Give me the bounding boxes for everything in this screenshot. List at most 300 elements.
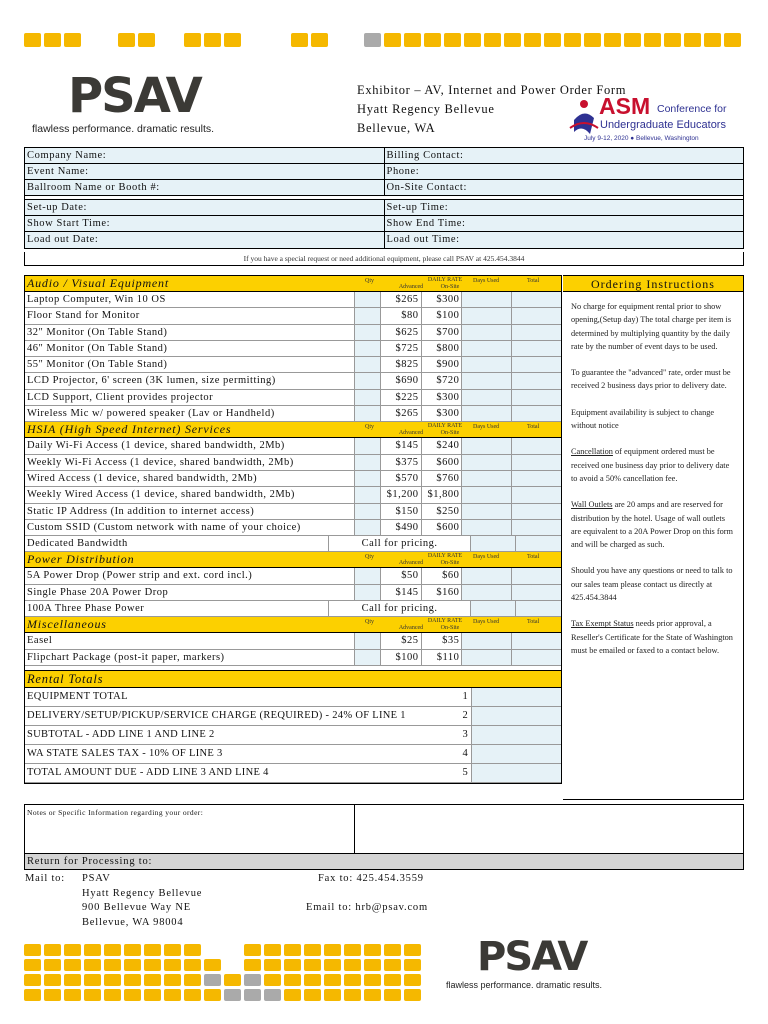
col-daily-rate: DAILY RATE (427, 423, 463, 430)
decor-square (44, 989, 61, 1001)
decor-square (304, 959, 321, 971)
decor-square (224, 33, 241, 47)
notes-label: Notes or Specific Information regarding your order: (25, 805, 355, 853)
total-input[interactable] (512, 471, 561, 486)
decor-square (84, 959, 101, 971)
col-advanced: Advanced (398, 430, 424, 437)
decor-square (204, 33, 221, 47)
table-row (25, 357, 561, 373)
days-used-input[interactable] (462, 487, 512, 502)
decor-square (84, 944, 101, 956)
col-onsite: On-Site (440, 625, 460, 632)
days-used-input[interactable] (462, 341, 512, 356)
days-used-input[interactable] (462, 406, 512, 421)
setup-date-field[interactable]: Set-up Date: (25, 200, 385, 215)
decor-square (104, 974, 121, 986)
days-used-input[interactable] (462, 373, 512, 388)
address-name: PSAV (82, 873, 111, 884)
address-street: 900 Bellevue Way NE (82, 902, 191, 913)
decor-square (224, 989, 241, 1001)
totals-label: TOTAL AMOUNT DUE - ADD LINE 3 AND LINE 4 (27, 766, 269, 778)
loadout-time-field[interactable]: Load out Time: (386, 234, 460, 245)
decor-square (284, 959, 301, 971)
total-input[interactable] (512, 633, 561, 648)
decor-square (64, 989, 81, 1001)
onsite-rate: $110 (422, 650, 463, 665)
decor-square (384, 989, 401, 1001)
item-description: Easel (27, 635, 53, 647)
decor-square (44, 959, 61, 971)
show-start-field[interactable]: Show Start Time: (25, 216, 385, 231)
decor-square (524, 33, 541, 47)
item-description: Floor Stand for Monitor (27, 310, 140, 322)
col-qty: Qty (365, 424, 374, 431)
decor-square (138, 33, 155, 47)
days-used-input[interactable] (462, 455, 512, 470)
asm-emblem-icon (566, 94, 600, 138)
onsite-rate: $160 (422, 585, 463, 600)
event-field[interactable]: Event Name: (25, 164, 385, 179)
asm-date: July 9-12, 2020 ● Bellevue, Washington (584, 135, 699, 142)
decor-square (484, 33, 501, 47)
decor-square (144, 974, 161, 986)
decor-square (704, 33, 721, 47)
qty-input[interactable] (354, 585, 381, 600)
company-field[interactable]: Company Name: (25, 148, 385, 163)
item-description: Weekly Wired Access (1 device, shared bandwidth, 2Mb) (27, 489, 295, 501)
col-onsite: On-Site (440, 560, 460, 567)
decor-square (404, 959, 421, 971)
total-input[interactable] (512, 390, 561, 405)
decor-square (64, 33, 81, 47)
col-daily-rate: DAILY RATE (427, 618, 463, 625)
col-total: Total (527, 278, 540, 284)
onsite-rate: $720 (422, 373, 463, 388)
totals-label: EQUIPMENT TOTAL (27, 690, 128, 702)
decor-square (24, 944, 41, 956)
item-description: Laptop Computer, Win 10 OS (27, 294, 166, 305)
days-used-input[interactable] (462, 504, 512, 519)
setup-time-field[interactable]: Set-up Time: (386, 202, 449, 213)
table-row (25, 471, 561, 487)
decor-square (644, 33, 661, 47)
days-used-input[interactable] (470, 601, 516, 616)
item-description: Wireless Mic w/ powered speaker (Lav or Handheld) (27, 408, 275, 420)
instruction-contact: Should you have any questions or need to talk to our sales team please contact us directly at 425.454.3844 (571, 566, 733, 603)
decor-square (44, 33, 61, 47)
decor-square (24, 974, 41, 986)
decor-square (84, 989, 101, 1001)
decor-square (384, 959, 401, 971)
table-row (25, 373, 561, 389)
table-row (25, 585, 561, 601)
onsite-rate: $240 (422, 438, 463, 453)
table-row (25, 520, 561, 536)
days-used-input[interactable] (462, 390, 512, 405)
decor-square (64, 974, 81, 986)
total-input[interactable] (512, 373, 561, 388)
qty-input[interactable] (354, 520, 381, 535)
return-header: Return for Processing to: (24, 854, 744, 870)
decor-square (664, 33, 681, 47)
total-input[interactable] (512, 438, 561, 453)
qty-input[interactable] (354, 438, 381, 453)
col-qty: Qty (365, 278, 374, 284)
days-used-input[interactable] (462, 650, 512, 665)
decor-square (384, 33, 401, 47)
table-row (25, 406, 561, 422)
totals-row (25, 726, 561, 745)
decor-square (184, 974, 201, 986)
decor-square (64, 959, 81, 971)
mail-label: Mail to: (25, 873, 65, 884)
line-number: 4 (462, 747, 468, 759)
decor-square (344, 989, 361, 1001)
qty-input[interactable] (354, 633, 381, 648)
qty-input[interactable] (354, 504, 381, 519)
onsite-rate: $600 (422, 455, 463, 470)
asm-logo (566, 94, 746, 144)
decor-square (104, 944, 121, 956)
billing-field[interactable]: Billing Contact: (386, 150, 464, 161)
onsite-rate: $800 (422, 341, 463, 356)
equipment-table (24, 275, 562, 784)
decor-square (164, 959, 181, 971)
days-used-input[interactable] (462, 633, 512, 648)
decor-square (164, 974, 181, 986)
totals-value-input[interactable] (472, 745, 561, 763)
decor-square (284, 974, 301, 986)
advanced-rate: $265 (381, 406, 422, 421)
total-input[interactable] (512, 406, 561, 421)
call-for-pricing: Call for pricing. (328, 601, 470, 616)
decor-square (724, 33, 741, 47)
advanced-rate: $265 (381, 292, 422, 307)
total-input[interactable] (512, 504, 561, 519)
onsite-field[interactable]: On-Site Contact: (386, 182, 467, 193)
phone-field[interactable]: Phone: (386, 166, 420, 177)
table-row (25, 487, 561, 503)
days-used-input[interactable] (462, 325, 512, 340)
onsite-rate: $250 (422, 504, 463, 519)
decor-square (244, 944, 261, 956)
col-daily-rate: DAILY RATE (427, 277, 463, 283)
total-input[interactable] (516, 601, 561, 616)
table-row (25, 325, 561, 341)
psav-logo: PSAV (68, 68, 201, 124)
special-request-notice: If you have a special request or need additional equipment, please call PSAV at 425.454.3844 (24, 252, 744, 266)
decor-square (104, 959, 121, 971)
decor-square (424, 33, 441, 47)
decor-square (264, 944, 281, 956)
booth-field[interactable]: Ballroom Name or Booth #: (25, 180, 385, 195)
decor-square (464, 33, 481, 47)
decor-square (124, 959, 141, 971)
table-row (25, 536, 561, 552)
qty-input[interactable] (354, 568, 381, 583)
qty-input[interactable] (354, 650, 381, 665)
address-city: Bellevue, WA 98004 (82, 916, 184, 928)
table-row (25, 341, 561, 357)
col-days-used: Days Used (473, 554, 500, 561)
item-description: Static IP Address (In addition to internet access) (27, 505, 255, 517)
total-input[interactable] (512, 357, 561, 372)
col-onsite: On-Site (440, 430, 460, 437)
col-advanced: Advanced (398, 284, 424, 290)
advanced-rate: $145 (381, 438, 422, 453)
days-used-input[interactable] (462, 308, 512, 323)
decor-square (404, 989, 421, 1001)
item-description: Wired Access (1 device, shared bandwidth, 2Mb) (27, 472, 258, 484)
qty-input[interactable] (354, 325, 381, 340)
decor-square (264, 959, 281, 971)
qty-input[interactable] (354, 308, 381, 323)
qty-input[interactable] (354, 455, 381, 470)
onsite-rate: $900 (422, 357, 463, 372)
advanced-rate: $145 (381, 585, 422, 600)
totals-row (25, 688, 561, 707)
total-input[interactable] (516, 536, 561, 551)
totals-row (25, 707, 561, 726)
total-input[interactable] (512, 308, 561, 323)
qty-input[interactable] (354, 471, 381, 486)
decor-square (344, 959, 361, 971)
item-description: Weekly Wi-Fi Access (1 device, shared bandwidth, 2Mb) (27, 456, 294, 468)
col-qty: Qty (365, 554, 374, 561)
decor-square (684, 33, 701, 47)
decor-square (444, 33, 461, 47)
col-days-used: Days Used (473, 619, 500, 626)
decor-square (164, 944, 181, 956)
item-description: Single Phase 20A Power Drop (27, 586, 169, 598)
decor-square (364, 959, 381, 971)
venue-name: Hyatt Regency Bellevue (357, 102, 495, 116)
decor-square (24, 33, 41, 47)
line-number: 1 (462, 690, 468, 702)
onsite-rate: $600 (422, 520, 463, 535)
totals-row (25, 764, 561, 783)
call-for-pricing: Call for pricing. (328, 536, 470, 551)
onsite-rate: $760 (422, 471, 463, 486)
decor-square (304, 944, 321, 956)
item-description: Custom SSID (Custom network with name of your choice) (27, 521, 301, 533)
decor-square (311, 33, 328, 47)
qty-input[interactable] (354, 487, 381, 502)
decor-square (284, 989, 301, 1001)
totals-value-input[interactable] (472, 726, 561, 744)
total-input[interactable] (512, 455, 561, 470)
decor-square (304, 974, 321, 986)
qty-input[interactable] (354, 406, 381, 421)
decor-square (624, 33, 641, 47)
line-number: 3 (462, 728, 468, 740)
item-description: 55" Monitor (On Table Stand) (27, 359, 168, 371)
qty-input[interactable] (354, 341, 381, 356)
total-input[interactable] (512, 568, 561, 583)
decor-square (124, 944, 141, 956)
item-description: Dedicated Bandwidth (27, 538, 128, 550)
advanced-rate: $50 (381, 568, 422, 583)
contact-info-table (24, 147, 744, 249)
totals-value-input[interactable] (472, 688, 561, 706)
onsite-rate: $35 (422, 633, 463, 648)
asm-line2: Undergraduate Educators (600, 119, 726, 131)
advanced-rate: $100 (381, 650, 422, 665)
total-input[interactable] (512, 650, 561, 665)
col-days-used: Days Used (473, 278, 500, 284)
show-end-field[interactable]: Show End Time: (386, 218, 466, 229)
advanced-rate: $150 (381, 504, 422, 519)
total-input[interactable] (512, 341, 561, 356)
decor-square (184, 33, 201, 47)
total-input[interactable] (512, 292, 561, 307)
instruction-tax-exempt: Tax Exempt Status needs prior approval, a Reseller's Certificate for the State of Washington must be emailed or faxed to a contact below. (571, 619, 733, 655)
totals-row (25, 745, 561, 764)
item-description: 32" Monitor (On Table Stand) (27, 326, 168, 338)
decor-square (404, 33, 421, 47)
onsite-rate: $100 (422, 308, 463, 323)
days-used-input[interactable] (470, 536, 516, 551)
section-header-av: Audio / Visual Equipment Qty DAILY RATE Advanced On-Site Days Used Total (25, 276, 561, 292)
onsite-rate: $300 (422, 292, 463, 307)
advanced-rate: $225 (381, 390, 422, 405)
decor-square (184, 944, 201, 956)
email-address: Email to: hrb@psav.com (306, 902, 428, 913)
table-row (25, 568, 561, 584)
onsite-rate: $300 (422, 390, 463, 405)
decor-square (244, 959, 261, 971)
col-advanced: Advanced (398, 625, 424, 632)
decor-square (124, 974, 141, 986)
decor-square (604, 33, 621, 47)
section-header-misc: Miscellaneous Qty DAILY RATE Advanced On-Site Days Used Total (25, 617, 561, 633)
advanced-rate: $490 (381, 520, 422, 535)
item-description: Flipchart Package (post-it paper, markers) (27, 651, 225, 663)
days-used-input[interactable] (462, 292, 512, 307)
address-venue: Hyatt Regency Bellevue (82, 887, 203, 899)
decor-square (324, 959, 341, 971)
totals-value-input[interactable] (472, 707, 561, 725)
qty-input[interactable] (354, 292, 381, 307)
decor-square (504, 33, 521, 47)
total-input[interactable] (512, 520, 561, 535)
item-description: 100A Three Phase Power (27, 603, 145, 615)
table-row (25, 650, 561, 666)
psav-tagline: flawless performance. dramatic results. (32, 123, 215, 135)
decor-square (44, 944, 61, 956)
advanced-rate: $1,200 (381, 487, 422, 502)
decor-square (304, 989, 321, 1001)
decor-square (324, 974, 341, 986)
instruction-cancellation: Cancellation of equipment ordered must be received one business day prior to delivery date to avoid a 50% cancellation fee. (571, 447, 730, 483)
onsite-rate: $300 (422, 406, 463, 421)
days-used-input[interactable] (462, 568, 512, 583)
advanced-rate: $825 (381, 357, 422, 372)
decor-square (384, 944, 401, 956)
decor-square (404, 944, 421, 956)
days-used-input[interactable] (462, 585, 512, 600)
totals-value-input[interactable] (472, 764, 561, 782)
days-used-input[interactable] (462, 357, 512, 372)
form-title: Exhibitor – AV, Internet and Power Order Form (357, 83, 627, 97)
asm-text: ASM (599, 93, 651, 119)
decor-square (284, 944, 301, 956)
decor-square (244, 974, 261, 986)
decor-square (564, 33, 581, 47)
onsite-rate: $1,800 (422, 487, 463, 502)
decor-square (344, 944, 361, 956)
line-number: 2 (462, 709, 468, 721)
col-daily-rate: DAILY RATE (427, 553, 463, 560)
decor-square (24, 989, 41, 1001)
decor-square (224, 974, 241, 986)
decor-square (164, 989, 181, 1001)
decor-square (104, 989, 121, 1001)
total-input[interactable] (512, 487, 561, 502)
decor-square (184, 959, 201, 971)
footer-tagline: flawless performance. dramatic results. (446, 980, 603, 990)
decor-square (124, 989, 141, 1001)
decor-square (324, 989, 341, 1001)
decor-square (44, 974, 61, 986)
totals-label: SUBTOTAL - ADD LINE 1 AND LINE 2 (27, 728, 215, 740)
qty-input[interactable] (354, 357, 381, 372)
instruction-advanced-rate: To guarantee the "advanced" rate, order must be received 2 business days prior to delivery date. (571, 368, 731, 391)
decor-square (584, 33, 601, 47)
decor-square (144, 989, 161, 1001)
footer-psav-logo: PSAV (477, 934, 587, 980)
col-qty: Qty (365, 619, 374, 626)
loadout-date-field[interactable]: Load out Date: (25, 232, 385, 248)
item-description: 5A Power Drop (Power strip and ext. cord incl.) (27, 570, 253, 582)
fax-number: Fax to: 425.454.3559 (318, 873, 424, 884)
decor-square (244, 989, 261, 1001)
notes-input[interactable] (355, 805, 743, 853)
item-description: 46" Monitor (On Table Stand) (27, 342, 168, 354)
instruction-wall-outlets: Wall Outlets are 20 amps and are reserved for distribution by the hotel. Usage of wall outlets are equivalent to a 20A Power Drop on this form and will be charged as such. (571, 500, 733, 550)
decor-square (204, 959, 221, 971)
total-input[interactable] (512, 325, 561, 340)
days-used-input[interactable] (462, 471, 512, 486)
decor-square (364, 974, 381, 986)
total-input[interactable] (512, 585, 561, 600)
qty-input[interactable] (354, 390, 381, 405)
section-header-power: Power Distribution Qty DAILY RATE Advanced On-Site Days Used Total (25, 552, 561, 568)
decor-square (118, 33, 135, 47)
advanced-rate: $25 (381, 633, 422, 648)
table-row (25, 633, 561, 649)
col-advanced: Advanced (398, 560, 424, 567)
qty-input[interactable] (354, 373, 381, 388)
table-row (25, 308, 561, 324)
decor-square (204, 974, 221, 986)
decor-square (64, 944, 81, 956)
days-used-input[interactable] (462, 520, 512, 535)
totals-label: WA STATE SALES TAX - 10% OF LINE 3 (27, 747, 223, 759)
instruction-charges: No charge for equipment rental prior to show opening,(Setup day) The total charge per item is determined by multiplying quantity by the daily rate by the number of event days to be used. (571, 302, 732, 351)
col-days-used: Days Used (473, 424, 500, 431)
decor-square (384, 974, 401, 986)
table-row (25, 504, 561, 520)
item-description: LCD Support, Client provides projector (27, 391, 214, 403)
advanced-rate: $80 (381, 308, 422, 323)
onsite-rate: $60 (422, 568, 463, 583)
days-used-input[interactable] (462, 438, 512, 453)
decor-square (364, 989, 381, 1001)
advanced-rate: $375 (381, 455, 422, 470)
table-row (25, 390, 561, 406)
decor-square (264, 989, 281, 1001)
